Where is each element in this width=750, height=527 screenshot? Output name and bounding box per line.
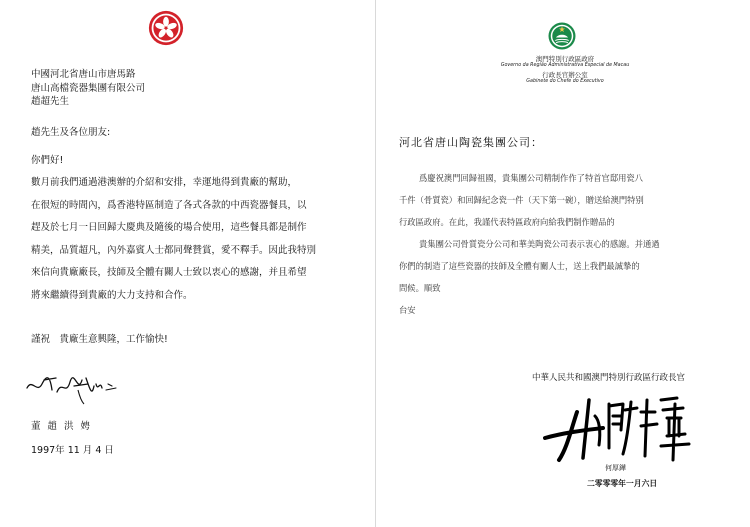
government-letterhead	[500, 54, 630, 84]
macau-emblem-icon	[547, 21, 577, 51]
greeting: 你們好!	[31, 155, 64, 166]
handwritten-signature	[537, 390, 702, 465]
letter-body	[399, 172, 660, 326]
body-line: 在很短的時間內，爲香港特區制造了各式各款的中西瓷器餐具，以	[31, 199, 307, 211]
body-line: 貴集團公司骨質瓷分公司和華美陶瓷公司表示衷心的感謝。并通過	[419, 239, 660, 249]
macau-letter	[377, 0, 750, 527]
body-line: 來信向貴廠廠長，技師及全體有關人士致以衷心的感謝，并且希望	[31, 267, 307, 279]
letterhead-line-1: 澳門特別行政區政府	[535, 55, 595, 63]
address-line-1: 中國河北省唐山市唐馬路	[31, 69, 136, 80]
body-line: 數月前我們通過港澳辦的介紹和安排，幸運地得到貴廠的幫助，	[31, 177, 298, 188]
letter-body	[31, 176, 346, 312]
handwritten-signature	[22, 366, 122, 406]
body-line: 精美，品質超凡，內外嘉賓人士都同聲贊賞，愛不釋手。因此我特別	[31, 244, 317, 256]
closing: 謹祝 貴廠生意興隆，工作愉快!	[31, 334, 168, 345]
body-line: 行政區政府。在此，我謹代表特區政府向給我們制作贈品的	[399, 217, 615, 227]
letterhead-line-3: 行政長官辦公室	[542, 71, 588, 79]
address-line-3: 趙超先生	[31, 96, 70, 107]
body-line: 趕及於七月一日回歸大慶典及隨後的場合使用，這些餐具都是制作	[31, 222, 307, 234]
letterhead-line-2: Governo da Região Administrativa Especial de Macau	[500, 63, 630, 68]
closing: 台安	[399, 305, 416, 315]
body-line: 你們的制造了這些瓷器的技師及全體有關人士，送上我們最誠摯的	[399, 261, 640, 271]
letter-date: 二零零零年一月六日	[587, 479, 658, 488]
body-line: 問候。順致	[399, 283, 441, 293]
salutation: 趙先生及各位朋友:	[31, 127, 111, 138]
body-line: 爲慶祝澳門回歸祖國，貴集團公司精制作作了特首官邸用瓷八	[419, 173, 644, 183]
recipient-address	[31, 68, 145, 109]
hong-kong-emblem-icon	[148, 10, 184, 46]
signatory-name: 何厚鏵	[605, 464, 626, 472]
letter-date: 1997年 11 月 4 日	[31, 445, 114, 456]
office-title: 中華人民共和國澳門特別行政區行政長官	[532, 373, 686, 383]
signatory-name: 董 趙 洪 娉	[31, 421, 93, 432]
hk-letter	[0, 0, 374, 527]
letterhead-line-4: Gabinete do Chefe do Executivo	[526, 79, 604, 84]
body-line: 將來繼續得到貴廠的大力支持和合作。	[31, 289, 193, 301]
page-divider	[375, 0, 376, 527]
address-line-2: 唐山高檔瓷器集團有限公司	[31, 82, 146, 94]
body-line: 千件（骨質瓷）和回歸紀念瓷一件（天下第一碗），贈送給澳門特别	[399, 195, 644, 205]
recipient: 河北省唐山陶瓷集團公司：	[399, 136, 543, 149]
